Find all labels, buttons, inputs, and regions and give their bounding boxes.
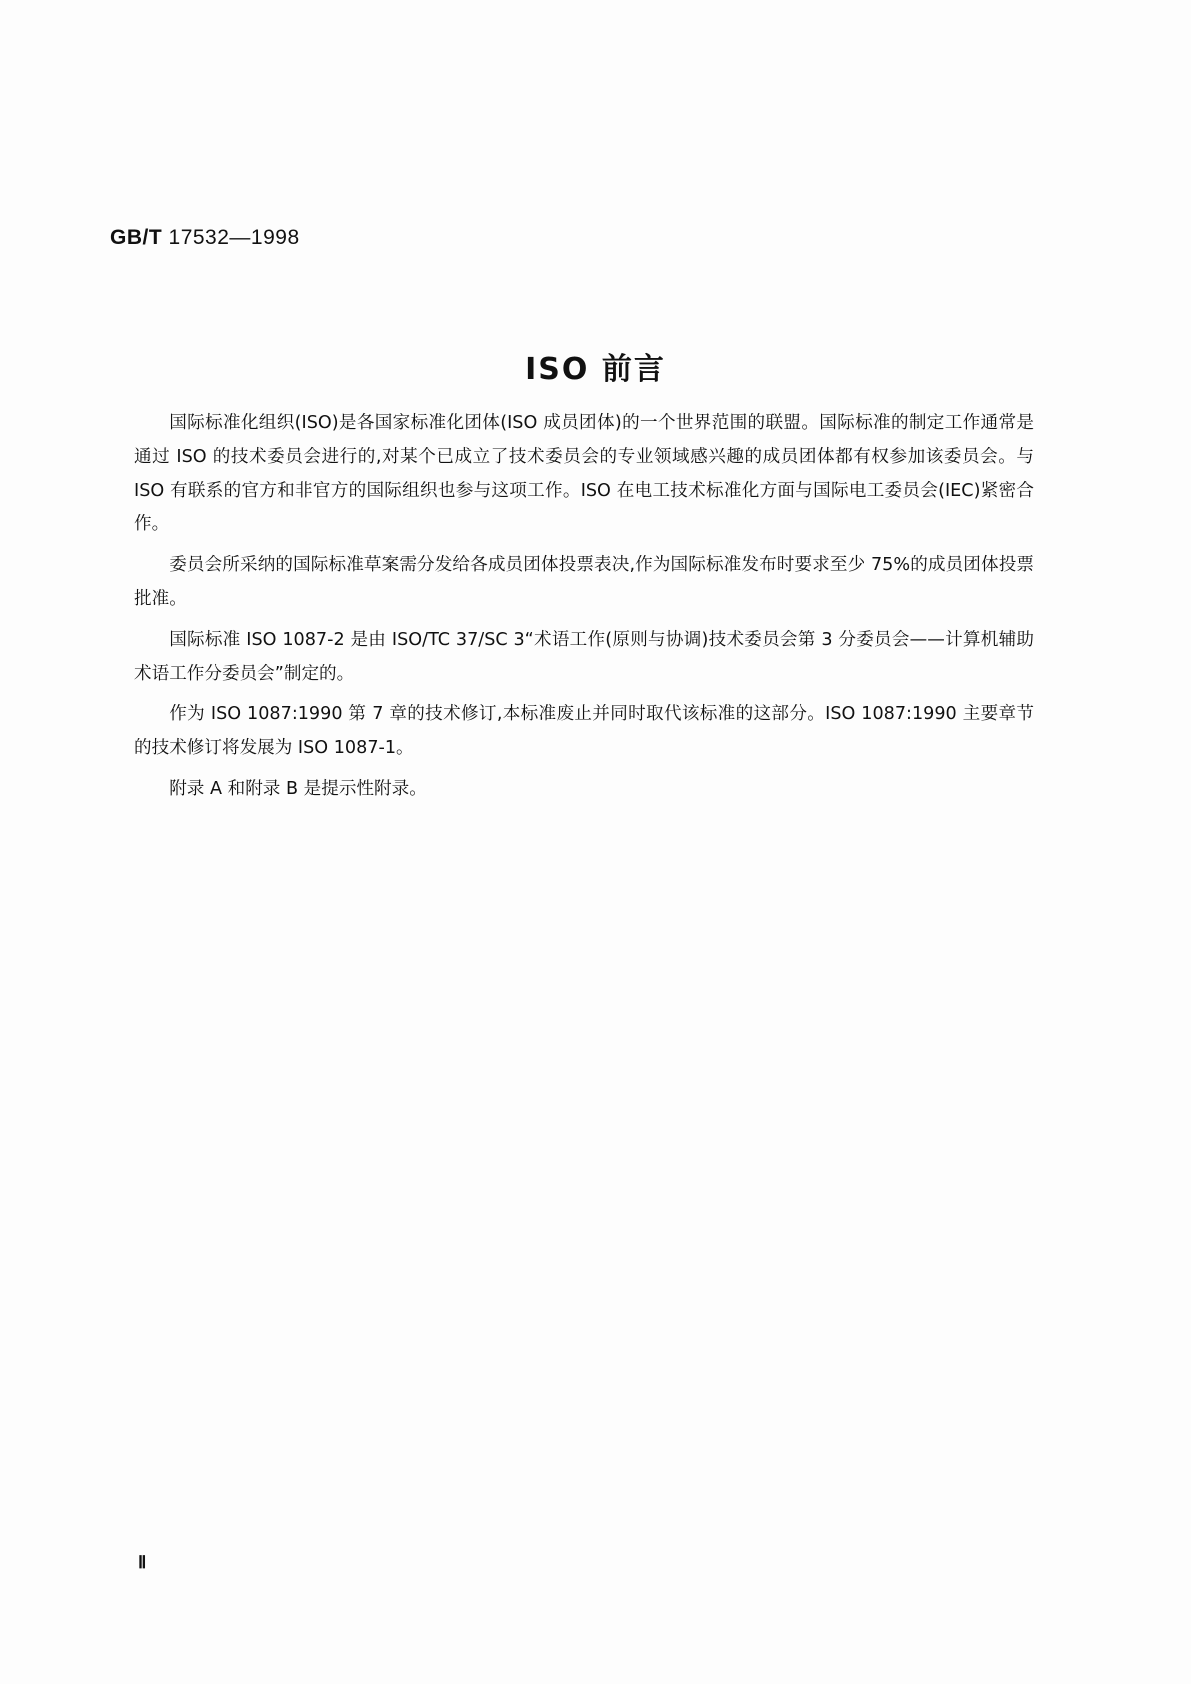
paragraph-annexes: 附录 A 和附录 B 是提示性附录。 (169, 778, 427, 799)
paragraph-iso-organization: 国际标准化组织(ISO)是各国家标准化团体(ISO 成员团体)的一个世界范围的联盟。国际标准的制定工作通常是通过 ISO 的技术委员会进行的,对某个已成立了技术委员会的专业领域感兴趣的成员团体都有权参加该委员会。与 ISO 有联系的官方和非官方的国际组织也参与这项工作。ISO 在电工技术标准化方面与国际电工委员会(IEC)紧密合作。 (134, 413, 1034, 535)
standard-number (110, 226, 300, 250)
foreword-body (134, 407, 1034, 814)
standard-code: 17532—1998 (168, 226, 300, 249)
paragraph-prepared-by: 国际标准 ISO 1087-2 是由 ISO/TC 37/SC 3“术语工作(原则与协调)技术委员会第 3 分委员会——计算机辅助术语工作分委员会”制定的。 (134, 629, 1034, 684)
page-number: Ⅱ (138, 1553, 147, 1572)
page-title: ISO 前言 (525, 352, 666, 387)
standard-prefix: GB/T (110, 226, 163, 249)
paragraph-voting: 委员会所采纳的国际标准草案需分发给各成员团体投票表决,作为国际标准发布时要求至少 75%的成员团体投票批准。 (134, 555, 1034, 609)
paragraph-revision: 作为 ISO 1087:1990 第 7 章的技术修订,本标准废止并同时取代该标准的这部分。ISO 1087:1990 主要章节的技术修订将发展为 ISO 1087-1。 (134, 704, 1034, 759)
